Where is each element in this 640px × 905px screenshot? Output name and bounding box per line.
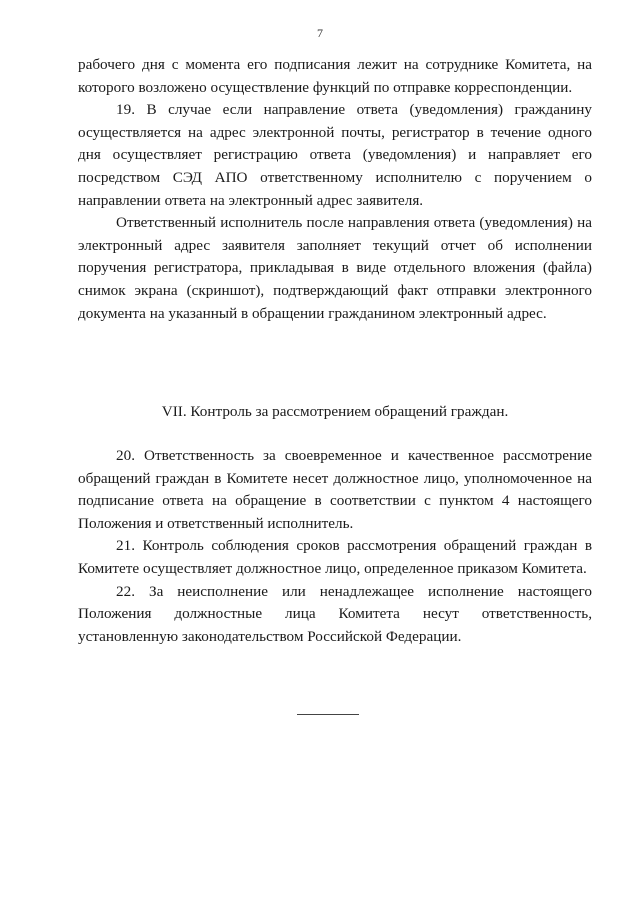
paragraph-21: 21. Контроль соблюдения сроков рассмотрения обращений граждан в Комитете осуществляет должностное лицо, определенное приказом Комитета. [78,537,592,577]
end-of-document-rule [297,714,359,715]
body-text-lower [78,445,592,648]
body-text-upper [78,54,592,325]
paragraph-22: 22. За неисполнение или ненадлежащее исполнение настоящего Положения должностные лица Комитета несут ответственность, установленную законодательством Российской Федерации. [78,582,592,645]
paragraph-20: 20. Ответственность за своевременное и качественное рассмотрение обращений граждан в Комитете несет должностное лицо, уполномоченное на подписание ответа на обращение в соответствии с пунктом 4 настоящего Положения и ответственный исполнитель. [78,447,592,532]
paragraph-19: 19. В случае если направление ответа (уведомления) гражданину осуществляется на адрес электронной почты, регистратор в течение одного дня осуществляет регистрацию ответа (уведомления) и направляет его посредством СЭД АПО ответственному исполнителю с поручением о направлении ответа на электронный адрес заявителя. [78,101,592,209]
paragraph-continued: рабочего дня с момента его подписания лежит на сотруднике Комитета, на которого возложено осуществление функций по отправке корреспонденции. [78,56,592,96]
page-number: 7 [317,26,323,40]
section-heading-vii: VII. Контроль за рассмотрением обращений граждан. [161,403,509,420]
paragraph-19-continuation: Ответственный исполнитель после направления ответа (уведомления) на электронный адрес заявителя заполняет текущий отчет об исполнении поручения регистратора, прикладывая в виде отдельного вложения (файла) снимок экрана (скриншот), подтверждающий факт отправки электронного документа на указанный в обращении гражданином электронный адрес. [78,214,592,322]
